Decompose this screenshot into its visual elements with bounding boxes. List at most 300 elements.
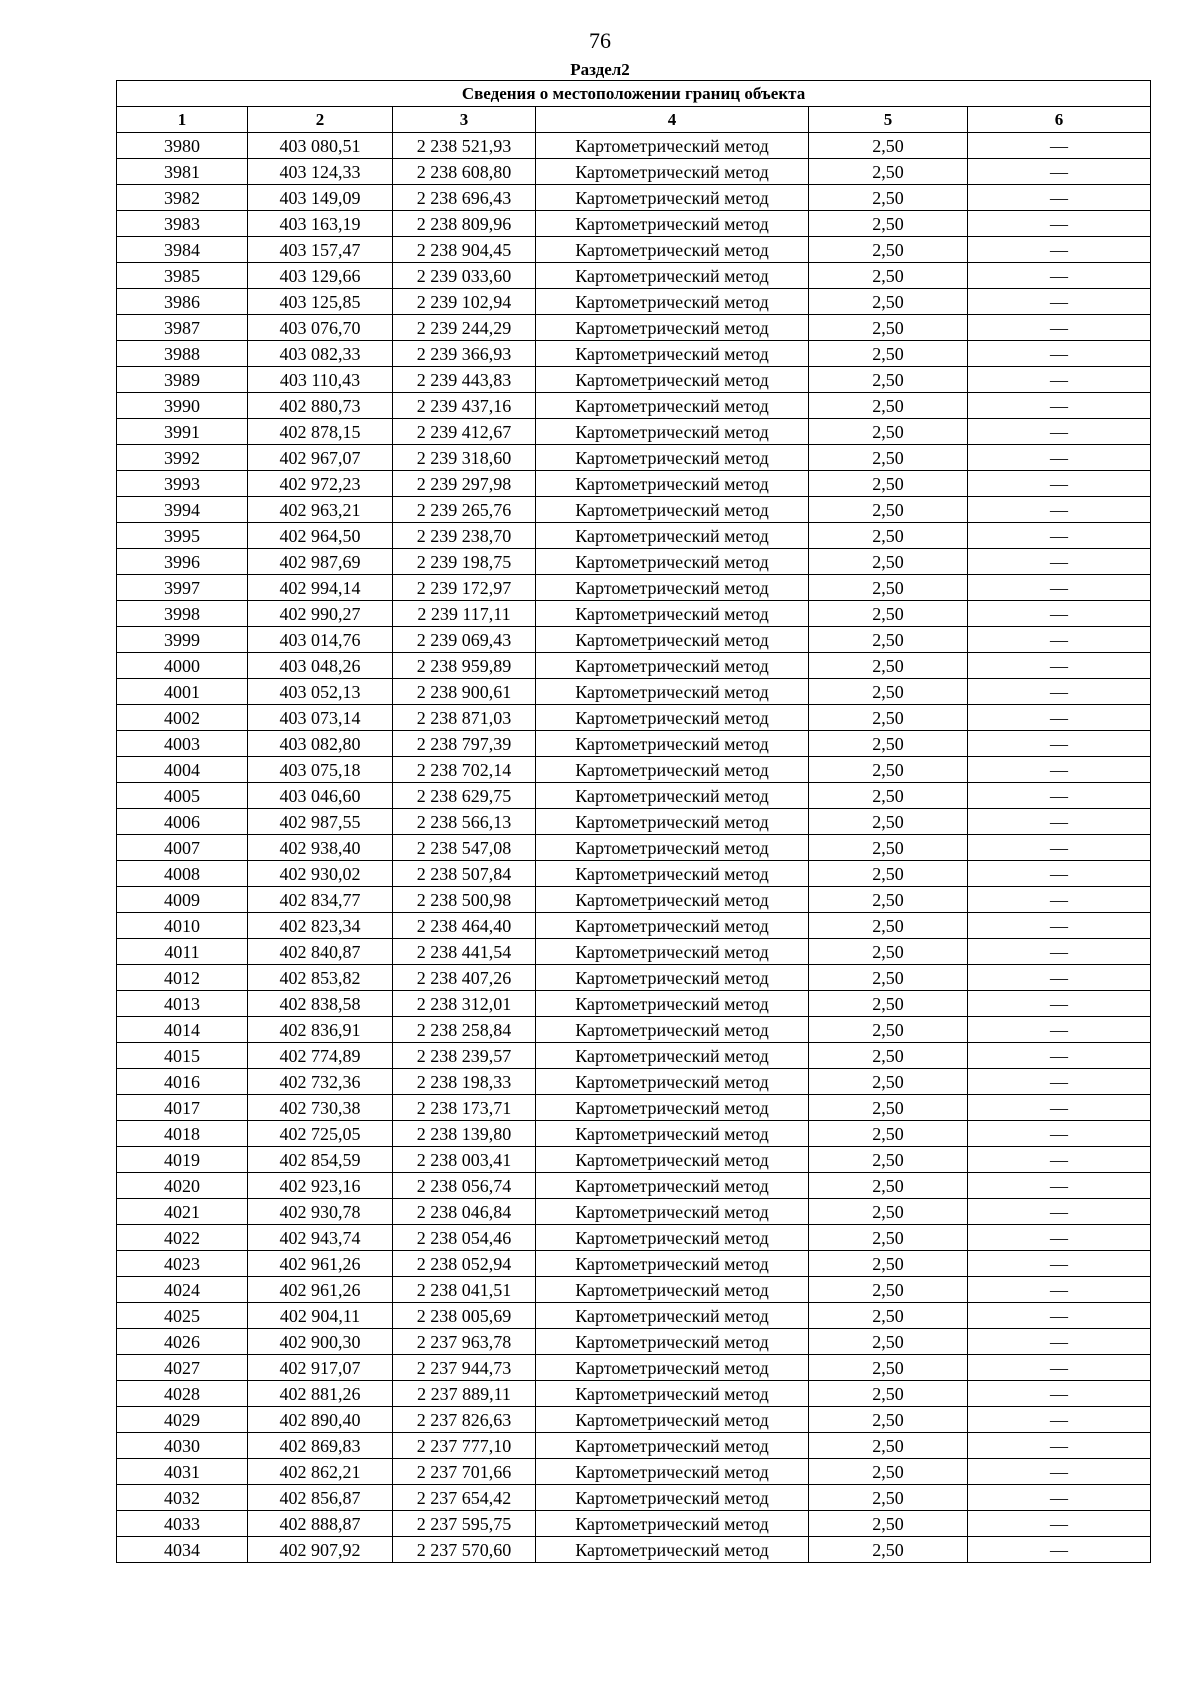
table-cell: Картометрический метод	[536, 679, 809, 705]
table-cell: Картометрический метод	[536, 705, 809, 731]
table-cell: 3988	[117, 341, 248, 367]
table-cell: 2,50	[809, 549, 968, 575]
table-cell: —	[968, 1173, 1151, 1199]
table-cell: 2 239 172,97	[393, 575, 536, 601]
table-cell: —	[968, 965, 1151, 991]
table-cell: 402 725,05	[248, 1121, 393, 1147]
table-cell: 2,50	[809, 783, 968, 809]
table-cell: 2,50	[809, 835, 968, 861]
table-cell: 2 238 464,40	[393, 913, 536, 939]
table-cell: 2 238 239,57	[393, 1043, 536, 1069]
table-cell: 2 238 702,14	[393, 757, 536, 783]
table-cell: 402 890,40	[248, 1407, 393, 1433]
table-cell: —	[968, 1199, 1151, 1225]
table-cell: 2 237 654,42	[393, 1485, 536, 1511]
table-cell: 4031	[117, 1459, 248, 1485]
table-cell: 4032	[117, 1485, 248, 1511]
table-cell: —	[968, 1277, 1151, 1303]
table-cell: Картометрический метод	[536, 1355, 809, 1381]
table-cell: Картометрический метод	[536, 1043, 809, 1069]
table-cell: 2,50	[809, 1121, 968, 1147]
table-cell: 2,50	[809, 1095, 968, 1121]
table-cell: 2,50	[809, 341, 968, 367]
table-cell: 402 930,78	[248, 1199, 393, 1225]
table-cell: 3996	[117, 549, 248, 575]
table-cell: 2,50	[809, 679, 968, 705]
boundary-table	[116, 80, 1151, 1563]
table-cell: —	[968, 1459, 1151, 1485]
table-cell: 402 943,74	[248, 1225, 393, 1251]
table-cell: 4015	[117, 1043, 248, 1069]
table-cell: 2,50	[809, 965, 968, 991]
table-cell: 402 823,34	[248, 913, 393, 939]
table-cell: —	[968, 497, 1151, 523]
table-cell: 2,50	[809, 861, 968, 887]
table-cell: 4012	[117, 965, 248, 991]
table-cell: Картометрический метод	[536, 1251, 809, 1277]
table-cell: 403 046,60	[248, 783, 393, 809]
table-cell: —	[968, 1381, 1151, 1407]
table-row	[117, 887, 1151, 913]
table-cell: Картометрический метод	[536, 523, 809, 549]
table-cell: 4016	[117, 1069, 248, 1095]
table-cell: 4030	[117, 1433, 248, 1459]
table-cell: 2 238 005,69	[393, 1303, 536, 1329]
table-cell: 2 238 547,08	[393, 835, 536, 861]
table-cell: Картометрический метод	[536, 159, 809, 185]
table-cell: 2,50	[809, 1537, 968, 1563]
table-cell: 2 238 258,84	[393, 1017, 536, 1043]
table-cell: 402 881,26	[248, 1381, 393, 1407]
table-cell: 3987	[117, 315, 248, 341]
table-cell: Картометрический метод	[536, 991, 809, 1017]
table-cell: 2 238 809,96	[393, 211, 536, 237]
table-cell: 4033	[117, 1511, 248, 1537]
table-cell: —	[968, 1225, 1151, 1251]
table-cell: 2,50	[809, 731, 968, 757]
table-cell: Картометрический метод	[536, 1199, 809, 1225]
table-cell: —	[968, 861, 1151, 887]
table-cell: Картометрический метод	[536, 1173, 809, 1199]
table-cell: —	[968, 523, 1151, 549]
table-cell: 3982	[117, 185, 248, 211]
table-row	[117, 835, 1151, 861]
table-cell: 2 239 238,70	[393, 523, 536, 549]
table-cell: 2 238 173,71	[393, 1095, 536, 1121]
table-cell: —	[968, 1511, 1151, 1537]
table-cell: 2,50	[809, 289, 968, 315]
table-cell: 403 082,80	[248, 731, 393, 757]
table-row	[117, 549, 1151, 575]
table-cell: 402 907,92	[248, 1537, 393, 1563]
table-cell: Картометрический метод	[536, 575, 809, 601]
table-cell: Картометрический метод	[536, 1303, 809, 1329]
table-cell: 403 163,19	[248, 211, 393, 237]
table-cell: Картометрический метод	[536, 887, 809, 913]
table-cell: 2 238 959,89	[393, 653, 536, 679]
table-cell: 2 239 412,67	[393, 419, 536, 445]
table-cell: 2 238 041,51	[393, 1277, 536, 1303]
table-cell: —	[968, 445, 1151, 471]
table-row	[117, 913, 1151, 939]
table-row	[117, 575, 1151, 601]
table-cell: —	[968, 1121, 1151, 1147]
table-cell: 2,50	[809, 133, 968, 159]
table-cell: Картометрический метод	[536, 471, 809, 497]
table-cell: 402 900,30	[248, 1329, 393, 1355]
table-cell: —	[968, 809, 1151, 835]
table-cell: 3991	[117, 419, 248, 445]
table-cell: 3995	[117, 523, 248, 549]
column-header-4: 4	[536, 107, 809, 133]
table-cell: 4000	[117, 653, 248, 679]
table-cell: 403 048,26	[248, 653, 393, 679]
table-row	[117, 1121, 1151, 1147]
table-cell: —	[968, 601, 1151, 627]
table-cell: 4007	[117, 835, 248, 861]
table-cell: 3989	[117, 367, 248, 393]
table-cell: —	[968, 1329, 1151, 1355]
table-row	[117, 757, 1151, 783]
table-cell: 4009	[117, 887, 248, 913]
table-cell: 2 239 443,83	[393, 367, 536, 393]
table-cell: 2,50	[809, 211, 968, 237]
table-cell: Картометрический метод	[536, 211, 809, 237]
table-cell: Картометрический метод	[536, 133, 809, 159]
table-cell: —	[968, 1095, 1151, 1121]
table-cell: 2,50	[809, 315, 968, 341]
table-cell: 2 238 521,93	[393, 133, 536, 159]
table-cell: 2 238 407,26	[393, 965, 536, 991]
table-row	[117, 1407, 1151, 1433]
table-cell: 402 854,59	[248, 1147, 393, 1173]
table-cell: 2,50	[809, 1329, 968, 1355]
table-cell: 402 856,87	[248, 1485, 393, 1511]
table-cell: 3990	[117, 393, 248, 419]
table-cell: —	[968, 939, 1151, 965]
table-cell: 2,50	[809, 653, 968, 679]
table-cell: 4014	[117, 1017, 248, 1043]
table-cell: 402 972,23	[248, 471, 393, 497]
table-row	[117, 601, 1151, 627]
table-row	[117, 419, 1151, 445]
table-title: Сведения о местоположении границ объекта	[117, 81, 1151, 107]
table-cell: 3980	[117, 133, 248, 159]
table-cell: Картометрический метод	[536, 1147, 809, 1173]
table-cell: 2,50	[809, 939, 968, 965]
table-cell: —	[968, 549, 1151, 575]
table-cell: 403 014,76	[248, 627, 393, 653]
table-cell: Картометрический метод	[536, 1121, 809, 1147]
table-row	[117, 731, 1151, 757]
table-cell: 2 238 904,45	[393, 237, 536, 263]
table-cell: 2 239 265,76	[393, 497, 536, 523]
table-cell: Картометрический метод	[536, 939, 809, 965]
table-cell: 2,50	[809, 1043, 968, 1069]
table-cell: 2 239 318,60	[393, 445, 536, 471]
table-cell: Картометрический метод	[536, 627, 809, 653]
table-cell: 4001	[117, 679, 248, 705]
table-cell: 2,50	[809, 471, 968, 497]
table-row	[117, 445, 1151, 471]
table-row	[117, 1381, 1151, 1407]
table-cell: —	[968, 237, 1151, 263]
table-cell: 403 129,66	[248, 263, 393, 289]
table-cell: —	[968, 1147, 1151, 1173]
table-cell: 402 987,69	[248, 549, 393, 575]
table-cell: 2 239 117,11	[393, 601, 536, 627]
table-cell: 402 964,50	[248, 523, 393, 549]
table-cell: 402 961,26	[248, 1277, 393, 1303]
table-cell: Картометрический метод	[536, 653, 809, 679]
table-cell: 402 888,87	[248, 1511, 393, 1537]
table-cell: 2 239 366,93	[393, 341, 536, 367]
table-row	[117, 263, 1151, 289]
table-cell: 2 237 570,60	[393, 1537, 536, 1563]
table-cell: 2,50	[809, 1303, 968, 1329]
table-cell: —	[968, 913, 1151, 939]
table-cell: 2,50	[809, 1017, 968, 1043]
table-cell: 2,50	[809, 1225, 968, 1251]
table-row	[117, 367, 1151, 393]
table-cell: Картометрический метод	[536, 497, 809, 523]
column-header-1: 1	[117, 107, 248, 133]
table-cell: 2,50	[809, 809, 968, 835]
section-title: Раздел2	[570, 60, 630, 79]
table-cell: 403 073,14	[248, 705, 393, 731]
table-cell: Картометрический метод	[536, 809, 809, 835]
table-cell: Картометрический метод	[536, 601, 809, 627]
table-row	[117, 679, 1151, 705]
table-cell: 402 838,58	[248, 991, 393, 1017]
table-row	[117, 1459, 1151, 1485]
table-row	[117, 991, 1151, 1017]
table-cell: 2,50	[809, 991, 968, 1017]
table-cell: 4002	[117, 705, 248, 731]
table-cell: 403 110,43	[248, 367, 393, 393]
table-cell: —	[968, 1485, 1151, 1511]
table-cell: 2 238 198,33	[393, 1069, 536, 1095]
table-cell: 2,50	[809, 1199, 968, 1225]
table-cell: 2 237 944,73	[393, 1355, 536, 1381]
table-cell: Картометрический метод	[536, 783, 809, 809]
table-body	[117, 133, 1151, 1563]
table-cell: 3993	[117, 471, 248, 497]
table-cell: 2,50	[809, 1355, 968, 1381]
table-cell: —	[968, 367, 1151, 393]
table-cell: —	[968, 1251, 1151, 1277]
table-cell: Картометрический метод	[536, 1381, 809, 1407]
table-cell: —	[968, 1043, 1151, 1069]
page-number: 76	[589, 28, 611, 53]
table-cell: —	[968, 1303, 1151, 1329]
table-cell: 2,50	[809, 367, 968, 393]
table-cell: —	[968, 289, 1151, 315]
table-cell: —	[968, 185, 1151, 211]
table-row	[117, 1355, 1151, 1381]
table-cell: 4023	[117, 1251, 248, 1277]
table-cell: 2 238 507,84	[393, 861, 536, 887]
table-cell: 402 990,27	[248, 601, 393, 627]
table-cell: Картометрический метод	[536, 1485, 809, 1511]
table-row	[117, 627, 1151, 653]
table-row	[117, 1043, 1151, 1069]
table-cell: Картометрический метод	[536, 835, 809, 861]
table-row	[117, 653, 1151, 679]
table-row	[117, 705, 1151, 731]
table-cell: 2 238 500,98	[393, 887, 536, 913]
table-cell: 2 238 046,84	[393, 1199, 536, 1225]
table-cell: 2,50	[809, 1147, 968, 1173]
table-cell: 2,50	[809, 627, 968, 653]
table-cell: 2,50	[809, 497, 968, 523]
table-cell: —	[968, 1017, 1151, 1043]
table-cell: Картометрический метод	[536, 1329, 809, 1355]
table-cell: 2 239 102,94	[393, 289, 536, 315]
table-cell: 4029	[117, 1407, 248, 1433]
table-cell: 2,50	[809, 1485, 968, 1511]
table-cell: Картометрический метод	[536, 1537, 809, 1563]
table-cell: 3997	[117, 575, 248, 601]
table-cell: —	[968, 679, 1151, 705]
table-cell: 2 238 441,54	[393, 939, 536, 965]
table-cell: 402 878,15	[248, 419, 393, 445]
table-cell: 403 076,70	[248, 315, 393, 341]
table-cell: 4028	[117, 1381, 248, 1407]
table-cell: —	[968, 1537, 1151, 1563]
table-row	[117, 809, 1151, 835]
table-row	[117, 1537, 1151, 1563]
table-cell: 4006	[117, 809, 248, 835]
table-cell: 3992	[117, 445, 248, 471]
table-cell: 2 238 139,80	[393, 1121, 536, 1147]
table-cell: 2 237 701,66	[393, 1459, 536, 1485]
table-cell: 2,50	[809, 1381, 968, 1407]
table-cell: 2,50	[809, 887, 968, 913]
table-cell: 2,50	[809, 575, 968, 601]
table-cell: 4019	[117, 1147, 248, 1173]
table-cell: 402 834,77	[248, 887, 393, 913]
table-cell: 402 840,87	[248, 939, 393, 965]
table-cell: 2 238 312,01	[393, 991, 536, 1017]
table-cell: Картометрический метод	[536, 1511, 809, 1537]
table-cell: 402 862,21	[248, 1459, 393, 1485]
table-cell: 2 237 889,11	[393, 1381, 536, 1407]
table-cell: 2,50	[809, 159, 968, 185]
table-cell: 402 774,89	[248, 1043, 393, 1069]
table-cell: 2,50	[809, 1459, 968, 1485]
table-cell: 403 080,51	[248, 133, 393, 159]
table-cell: —	[968, 705, 1151, 731]
table-cell: —	[968, 133, 1151, 159]
table-cell: 3981	[117, 159, 248, 185]
table-row	[117, 783, 1151, 809]
table-cell: 403 082,33	[248, 341, 393, 367]
table-cell: 2,50	[809, 393, 968, 419]
table-cell: Картометрический метод	[536, 1095, 809, 1121]
table-cell: 403 075,18	[248, 757, 393, 783]
table-cell: Картометрический метод	[536, 185, 809, 211]
table-cell: 3986	[117, 289, 248, 315]
table-cell: 402 930,02	[248, 861, 393, 887]
table-cell: 3984	[117, 237, 248, 263]
column-header-3: 3	[393, 107, 536, 133]
table-row	[117, 1251, 1151, 1277]
table-row	[117, 1095, 1151, 1121]
table-row	[117, 1303, 1151, 1329]
table-cell: 4005	[117, 783, 248, 809]
table-cell: 403 157,47	[248, 237, 393, 263]
table-cell: 3994	[117, 497, 248, 523]
table-cell: 2,50	[809, 1173, 968, 1199]
table-row	[117, 341, 1151, 367]
table-row	[117, 1277, 1151, 1303]
table-cell: Картометрический метод	[536, 367, 809, 393]
table-cell: —	[968, 159, 1151, 185]
table-cell: 2 239 244,29	[393, 315, 536, 341]
table-cell: Картометрический метод	[536, 341, 809, 367]
table-cell: 2 239 437,16	[393, 393, 536, 419]
table-cell: 2,50	[809, 523, 968, 549]
table-row	[117, 1199, 1151, 1225]
table-cell: Картометрический метод	[536, 731, 809, 757]
table-cell: Картометрический метод	[536, 419, 809, 445]
table-row	[117, 237, 1151, 263]
table-cell: 2 238 003,41	[393, 1147, 536, 1173]
table-row	[117, 471, 1151, 497]
table-cell: —	[968, 1433, 1151, 1459]
table-cell: —	[968, 393, 1151, 419]
table-cell: 402 994,14	[248, 575, 393, 601]
table-cell: 2 237 595,75	[393, 1511, 536, 1537]
table-cell: Картометрический метод	[536, 1407, 809, 1433]
table-row	[117, 211, 1151, 237]
table-cell: Картометрический метод	[536, 861, 809, 887]
table-cell: Картометрический метод	[536, 1459, 809, 1485]
table-cell: 2,50	[809, 913, 968, 939]
table-cell: 2,50	[809, 419, 968, 445]
table-cell: 402 904,11	[248, 1303, 393, 1329]
table-cell: 402 869,83	[248, 1433, 393, 1459]
table-cell: —	[968, 783, 1151, 809]
table-cell: Картометрический метод	[536, 393, 809, 419]
table-cell: 2,50	[809, 263, 968, 289]
table-cell: —	[968, 471, 1151, 497]
table-cell: 2,50	[809, 1433, 968, 1459]
table-row	[117, 1485, 1151, 1511]
table-cell: 4027	[117, 1355, 248, 1381]
table-cell: 2 238 871,03	[393, 705, 536, 731]
table-cell: 403 149,09	[248, 185, 393, 211]
table-cell: 4026	[117, 1329, 248, 1355]
table-cell: —	[968, 653, 1151, 679]
table-cell: 402 961,26	[248, 1251, 393, 1277]
table-cell: 402 880,73	[248, 393, 393, 419]
table-cell: 2 237 826,63	[393, 1407, 536, 1433]
table-cell: Картометрический метод	[536, 1225, 809, 1251]
table-cell: 3983	[117, 211, 248, 237]
table-cell: —	[968, 1407, 1151, 1433]
table-cell: 402 732,36	[248, 1069, 393, 1095]
table-cell: Картометрический метод	[536, 757, 809, 783]
table-row	[117, 523, 1151, 549]
table-cell: 402 987,55	[248, 809, 393, 835]
table-cell: 402 853,82	[248, 965, 393, 991]
table-cell: 2,50	[809, 185, 968, 211]
table-row	[117, 1511, 1151, 1537]
table-cell: —	[968, 627, 1151, 653]
table-cell: —	[968, 887, 1151, 913]
